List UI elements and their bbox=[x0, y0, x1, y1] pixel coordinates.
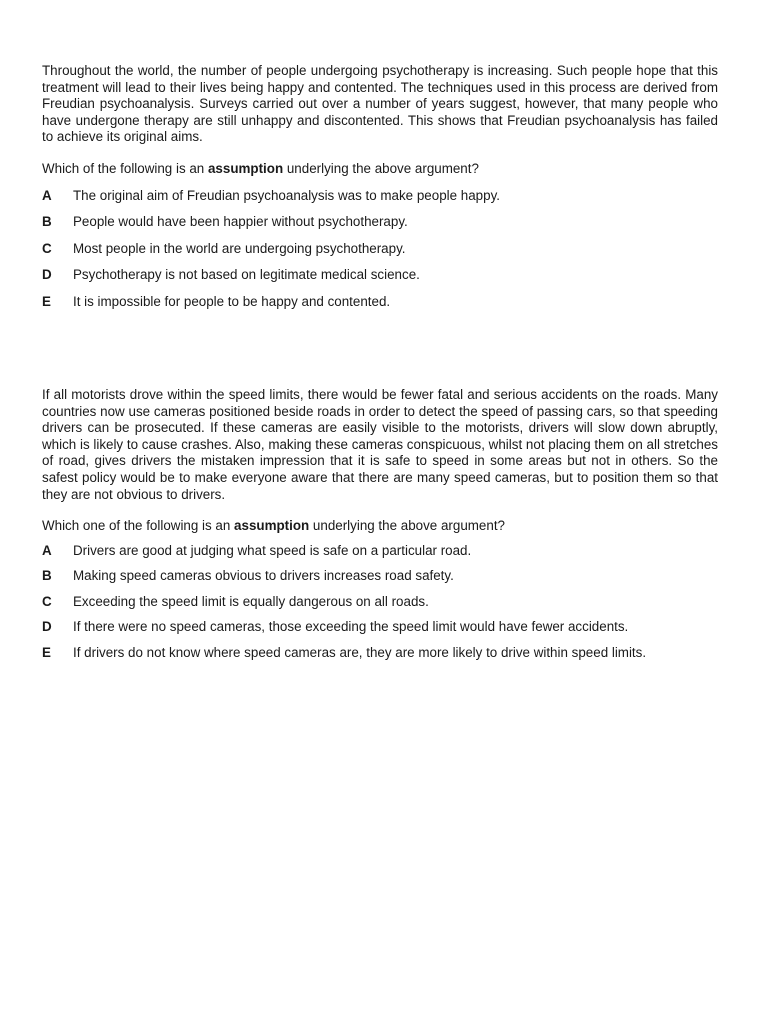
option-text: Exceeding the speed limit is equally dangerous on all roads. bbox=[73, 593, 429, 609]
option-text: If drivers do not know where speed cameras are, they are more likely to drive within speed limits. bbox=[73, 644, 647, 660]
answer-option-b bbox=[42, 568, 718, 584]
option-text: Most people in the world are undergoing psychotherapy. bbox=[73, 240, 406, 256]
answer-option-c bbox=[42, 241, 718, 257]
option-letter: D bbox=[42, 267, 52, 283]
answer-option-a bbox=[42, 188, 718, 204]
option-text: The original aim of Freudian psychoanalysis was to make people happy. bbox=[73, 187, 500, 203]
option-letter: B bbox=[42, 568, 52, 584]
option-letter: B bbox=[42, 214, 52, 230]
option-text: Psychotherapy is not based on legitimate medical science. bbox=[73, 267, 420, 283]
option-letter: A bbox=[42, 542, 52, 558]
option-letter: C bbox=[42, 593, 52, 609]
prompt-text: Which of the following is an bbox=[42, 160, 208, 176]
question-prompt bbox=[42, 518, 718, 535]
option-letter: E bbox=[42, 644, 51, 660]
option-letter: E bbox=[42, 293, 51, 309]
prompt-text: underlying the above argument? bbox=[283, 160, 479, 176]
option-text: It is impossible for people to be happy and contented. bbox=[73, 293, 391, 309]
option-letter: C bbox=[42, 240, 52, 256]
option-text: Drivers are good at judging what speed is safe on a particular road. bbox=[73, 542, 472, 558]
answer-options bbox=[42, 188, 718, 310]
passage-text: Throughout the world, the number of people undergoing psychotherapy is increasing. Such people hope that this treatment will lead to their lives being happy and contented. The techniques used in this process are derived from Freudian psychoanalysis. Surveys carried out over a number of years suggest, however, that many people who have undergone therapy are still unhappy and discontented. This shows that Freudian psychoanalysis has failed to achieve its original aims. bbox=[42, 63, 718, 145]
answer-option-b bbox=[42, 214, 718, 230]
question-prompt bbox=[42, 161, 718, 178]
prompt-keyword: assumption bbox=[207, 160, 284, 176]
question-2 bbox=[42, 387, 718, 670]
answer-option-c bbox=[42, 594, 718, 610]
answer-options bbox=[42, 543, 718, 661]
option-letter: D bbox=[42, 619, 52, 635]
option-text: If there were no speed cameras, those exceeding the speed limit would have fewer accidents. bbox=[73, 619, 629, 635]
answer-option-d bbox=[42, 619, 718, 635]
answer-option-d bbox=[42, 267, 718, 283]
prompt-keyword: assumption bbox=[234, 518, 310, 534]
prompt-text: underlying the above argument? bbox=[309, 518, 505, 534]
option-letter: A bbox=[42, 187, 52, 203]
option-text: Making speed cameras obvious to drivers increases road safety. bbox=[73, 568, 454, 584]
answer-option-e bbox=[42, 645, 718, 661]
passage-text: If all motorists drove within the speed limits, there would be fewer fatal and serious accidents on the roads. Many countries now use cameras positioned beside roads in order to detect the speed of passing cars, so that speeding drivers can be prosecuted. If these cameras are easily visible to the motorists, drivers will slow down abruptly, which is likely to cause crashes. Also, making these cameras conspicuous, whilst not placing them on all stretches of road, gives drivers the mistaken impression that it is safe to speed in some areas but not in others. So the safest policy would be to make everyone aware that there are many speed cameras, but to position them so that they are not obvious to drivers. bbox=[42, 387, 718, 502]
answer-option-a bbox=[42, 543, 718, 559]
prompt-text: Which one of the following is an bbox=[42, 518, 235, 534]
answer-option-e bbox=[42, 294, 718, 310]
option-text: People would have been happier without psychotherapy. bbox=[73, 214, 408, 230]
question-1 bbox=[42, 63, 718, 320]
